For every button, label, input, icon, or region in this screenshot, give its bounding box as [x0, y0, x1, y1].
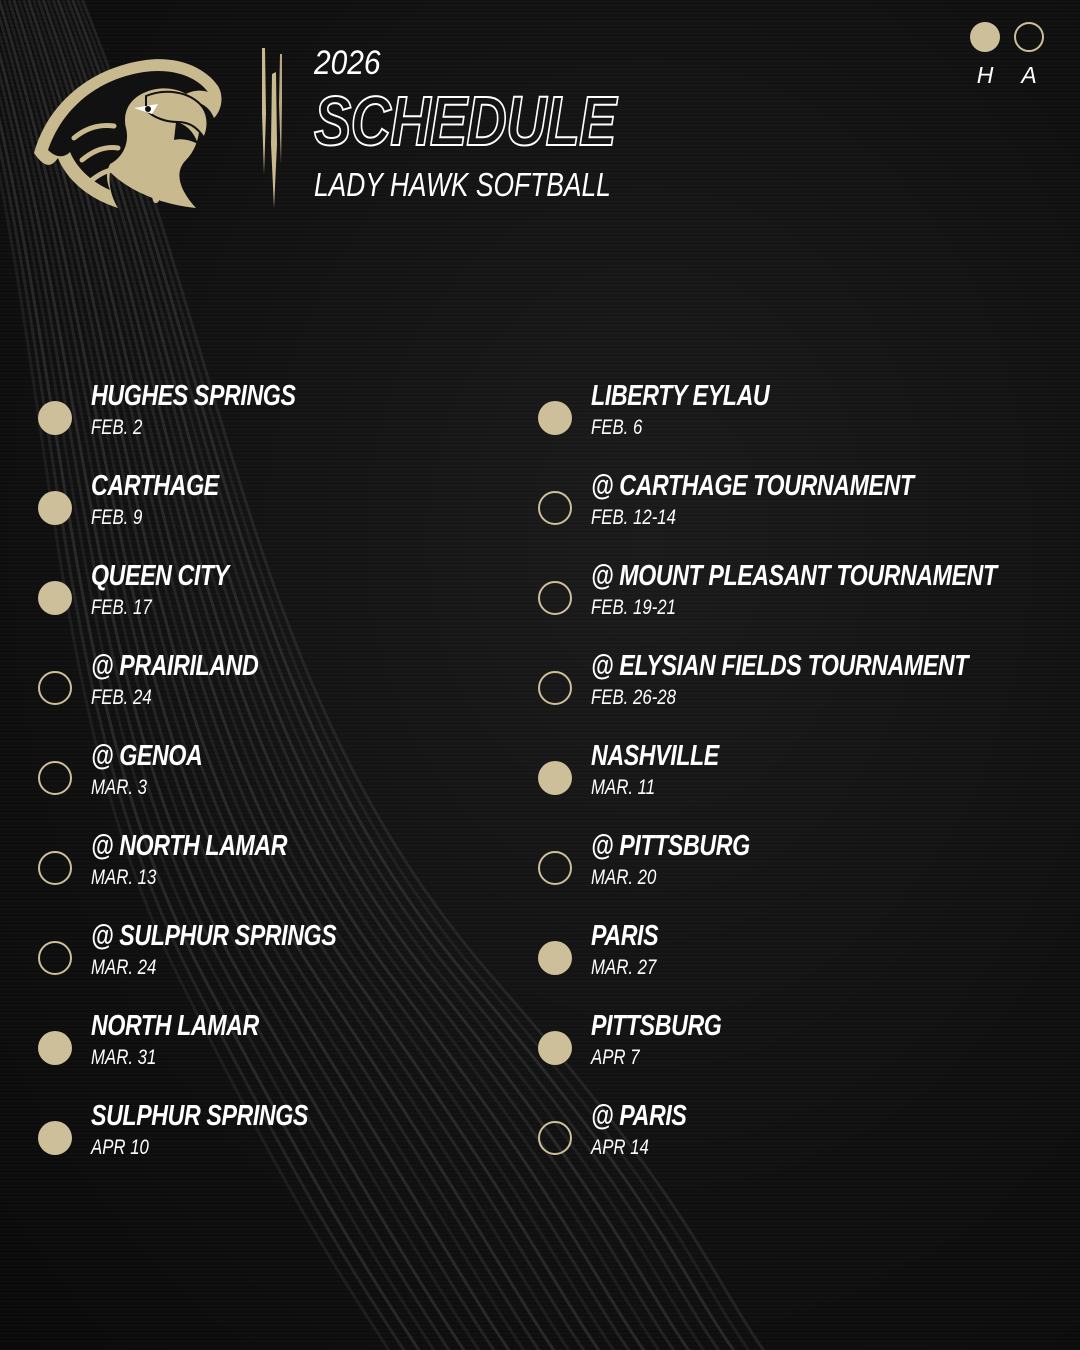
game-row [538, 742, 1008, 822]
game-date: FEB. 6 [591, 416, 643, 439]
game-row [538, 1012, 1008, 1092]
away-game-dot-icon [538, 671, 572, 705]
away-legend-dot-icon [1014, 22, 1044, 52]
game-row [38, 1102, 508, 1182]
away-legend-label: A [1021, 62, 1037, 88]
game-date: MAR. 27 [591, 956, 657, 979]
away-game-dot-icon [38, 941, 72, 975]
claw-mark-divider-icon [252, 44, 288, 210]
game-date: FEB. 9 [91, 506, 143, 529]
opponent-name: NASHVILLE [591, 740, 719, 772]
home-legend-label: H [976, 62, 994, 88]
game-row [538, 652, 1008, 732]
home-game-dot-icon [538, 941, 572, 975]
game-date: MAR. 24 [91, 956, 157, 979]
home-game-dot-icon [538, 1031, 572, 1065]
game-date: MAR. 20 [591, 866, 657, 889]
game-row [38, 922, 508, 1002]
game-date: MAR. 13 [91, 866, 157, 889]
game-date: FEB. 24 [91, 686, 152, 709]
opponent-name: @ ELYSIAN FIELDS TOURNAMENT [591, 650, 969, 682]
opponent-name: @ PARIS [591, 1100, 687, 1132]
game-row [538, 562, 1008, 642]
opponent-name: @ GENOA [91, 740, 203, 772]
hawk-logo-icon [26, 48, 226, 213]
home-game-dot-icon [38, 401, 72, 435]
home-game-dot-icon [38, 1121, 72, 1155]
home-game-dot-icon [38, 491, 72, 525]
home-game-dot-icon [538, 761, 572, 795]
home-legend-dot-icon [970, 22, 1000, 52]
game-row [538, 1102, 1008, 1182]
opponent-name: NORTH LAMAR [91, 1010, 259, 1042]
game-row [538, 382, 1008, 462]
opponent-name: @ SULPHUR SPRINGS [91, 920, 337, 952]
away-game-dot-icon [38, 851, 72, 885]
away-game-dot-icon [38, 671, 72, 705]
game-row [38, 382, 508, 462]
opponent-name: @ CARTHAGE TOURNAMENT [591, 470, 914, 502]
away-game-dot-icon [538, 491, 572, 525]
game-row [38, 652, 508, 732]
game-date: APR 14 [591, 1136, 649, 1159]
game-date: MAR. 31 [91, 1046, 157, 1069]
team-name: LADY HAWK SOFTBALL [314, 166, 611, 203]
away-game-dot-icon [538, 851, 572, 885]
opponent-name: @ MOUNT PLEASANT TOURNAMENT [591, 560, 997, 592]
away-game-dot-icon [538, 1121, 572, 1155]
away-game-dot-icon [38, 761, 72, 795]
home-game-dot-icon [38, 581, 72, 615]
opponent-name: HUGHES SPRINGS [91, 380, 296, 412]
game-row [38, 1012, 508, 1092]
game-row [38, 472, 508, 552]
game-date: FEB. 19-21 [591, 596, 676, 619]
opponent-name: QUEEN CITY [91, 560, 229, 592]
game-date: APR 7 [591, 1046, 640, 1069]
game-row [38, 832, 508, 912]
away-game-dot-icon [538, 581, 572, 615]
game-row [538, 832, 1008, 912]
home-game-dot-icon [538, 401, 572, 435]
game-row [38, 742, 508, 822]
game-date: MAR. 11 [591, 776, 656, 799]
game-date: FEB. 2 [91, 416, 143, 439]
opponent-name: @ NORTH LAMAR [91, 830, 288, 862]
game-date: FEB. 17 [91, 596, 152, 619]
opponent-name: SULPHUR SPRINGS [91, 1100, 309, 1132]
game-date: FEB. 12-14 [591, 506, 676, 529]
season-year: 2026 [314, 44, 381, 82]
home-game-dot-icon [38, 1031, 72, 1065]
game-date: MAR. 3 [91, 776, 148, 799]
game-date: APR 10 [91, 1136, 149, 1159]
opponent-name: LIBERTY EYLAU [591, 380, 770, 412]
game-row [38, 562, 508, 642]
game-date: FEB. 26-28 [591, 686, 676, 709]
opponent-name: @ PRAIRILAND [91, 650, 259, 682]
opponent-name: PITTSBURG [591, 1010, 722, 1042]
opponent-name: PARIS [591, 920, 659, 952]
game-row [538, 472, 1008, 552]
opponent-name: @ PITTSBURG [591, 830, 750, 862]
page-title: SCHEDULE [314, 82, 616, 160]
game-row [538, 922, 1008, 1002]
opponent-name: CARTHAGE [91, 470, 219, 502]
home-away-legend [966, 22, 1056, 92]
